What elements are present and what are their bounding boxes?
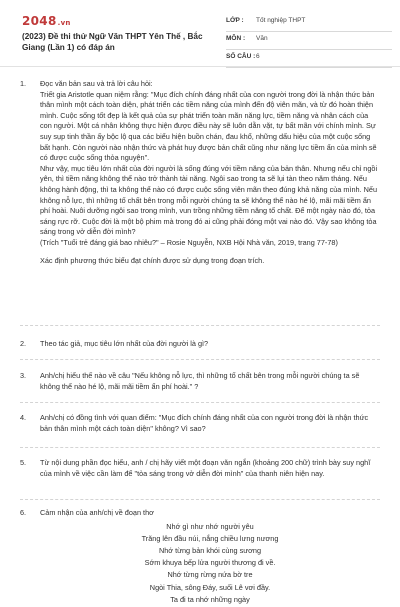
poem-excerpt xyxy=(40,522,380,607)
meta-row-subject xyxy=(226,32,392,50)
site-logo[interactable] xyxy=(22,14,71,28)
question-2 xyxy=(20,339,380,350)
question-3 xyxy=(20,371,380,392)
passage-paragraph: Triết gia Aristotle quan niệm rằng: "Mục đích chính đáng nhất của con người trong đời là nhận thức bản thân mình một cách toàn diện, phát triển các tiềm năng của mình đến độ viên mãn, và từ đó hoàn thiện mình. Cuộc sống tốt đẹp là kết quả của sự phát triển toàn mãn năng lực, tiềm năng và nhân cách của con người. Một cá nhân không thực hiện được điều này sẽ luôn dằn vặt, tự bất mãn với chính mình. Sự suy sụp tinh thần ấy bộc lộ qua các biểu hiện buồn chán, đau khổ, những dấu hiệu của một cuộc sống bất hạnh. Còn người nào nhận thức và phát huy được bản chất cũng như năng lực tiềm ẩn của mình sẽ có được cuộc sống thỏa nguyện". xyxy=(40,89,377,163)
poem-line: Nhớ gì như nhớ người yêu xyxy=(166,521,254,531)
meta-value: Tốt nghiệp THPT xyxy=(256,17,306,24)
question-number: 6. xyxy=(20,508,27,517)
question-text: Anh/chị có đồng tình với quan điểm: "Mục đích chính đáng nhất của con người trong đời là nhận thức bản thân mình một cách toàn diện" không? Vì sao? xyxy=(40,413,369,433)
question-1 xyxy=(20,79,380,266)
meta-label: MÔN : xyxy=(226,35,246,42)
question-number: 5. xyxy=(20,458,27,467)
meta-label: SỐ CÂU : xyxy=(226,53,256,60)
poem-line: Nhớ từng rừng nứa bờ tre xyxy=(167,570,253,580)
question-divider xyxy=(20,359,380,360)
exam-title: (2023) Đề thi thử Ngữ Văn THPT Yên Thế , Bắc Giang (Lần 1) có đáp án xyxy=(22,32,203,52)
poem-line: Sớm khuya bếp lửa người thương đi về. xyxy=(144,558,276,568)
question-list xyxy=(0,66,400,604)
question-4 xyxy=(20,413,380,434)
question-number: 2. xyxy=(20,339,27,348)
question-number: 1. xyxy=(20,79,27,88)
question-intro: Đọc văn bản sau và trả lời câu hỏi: xyxy=(40,79,153,88)
question-divider xyxy=(20,325,380,326)
poem-line: Ngòi Thia, sông Đáy, suối Lê vơi đầy. xyxy=(149,582,271,592)
question-text: Từ nội dung phần đọc hiểu, anh / chị hãy viết một đoạn văn ngắn (khoảng 200 chữ) trình bày suy nghĩ của mình về việc cần làm để "tỏa sáng trong vở diễn đời mình" của thanh niên hiện nay. xyxy=(40,458,371,478)
question-text: Theo tác giả, mục tiêu lớn nhất của đời người là gì? xyxy=(40,339,209,348)
question-intro: Cảm nhận của anh/chị về đoạn thơ xyxy=(40,508,154,517)
question-task: Xác định phương thức biểu đạt chính được sử dụng trong đoạn trích. xyxy=(40,255,265,265)
passage-paragraph: Như vậy, mục tiêu lớn nhất của đời người là sống đúng với tiềm năng của bản thân. Nhưng nếu chỉ ngồi yên, thì tiềm năng không thể nào trở thành tài năng. Ngôi sao trong ta sẽ lụi tàn theo năm tháng. Nếu không hành động, thì ta không thể nào có được cuộc sống viên mãn theo đúng khả năng của mình. Nếu không nỗ lực, thì những tố chất bên trong mỗi người chúng ta sẽ không thể nào hé lộ, mãi mãi tiềm ẩn phí hoài. Nuôi dưỡng ngôi sao trong mình, vun trồng những tiềm năng tố chất. Để một ngày nào đó, tỏa sáng rực rỡ. Cuộc đời là một bộ phim mà trong đó ai cũng phải đóng một vai nào đó. Vậy sao không tỏa sáng trong vở diễn đời mình? xyxy=(40,163,378,237)
question-divider xyxy=(20,402,380,403)
poem-line: Ta đi ta nhớ những ngày xyxy=(170,594,250,604)
exam-meta xyxy=(226,14,392,68)
poem-line: Nhớ từng bản khói cùng sương xyxy=(158,545,262,555)
passage-source: (Trích "Tuổi trẻ đáng giá bao nhiêu?" – Rosie Nguyễn, NXB Hội Nhà văn, 2019, trang 77-78) xyxy=(40,237,338,247)
question-number: 4. xyxy=(20,413,27,422)
meta-row-class xyxy=(226,14,392,32)
question-text: Anh/chị hiểu thế nào về câu "Nếu không nỗ lực, thì những tố chất bên trong mỗi người chúng ta sẽ không thể nào hé lộ, mãi mãi tiềm ẩn phí hoài." ? xyxy=(40,371,360,391)
question-5 xyxy=(20,458,380,479)
question-6 xyxy=(20,508,380,607)
question-number: 3. xyxy=(20,371,27,380)
poem-line: Trăng lên đầu núi, nắng chiều lưng nương xyxy=(141,533,279,543)
meta-label: LỚP : xyxy=(226,17,244,24)
question-divider xyxy=(20,447,380,448)
meta-value: 6 xyxy=(256,53,260,60)
question-divider xyxy=(20,499,380,500)
logo-suffix: .vn xyxy=(57,19,71,27)
meta-value: Văn xyxy=(256,35,268,42)
document-header xyxy=(0,0,400,60)
logo-main: 2048 xyxy=(22,14,57,28)
